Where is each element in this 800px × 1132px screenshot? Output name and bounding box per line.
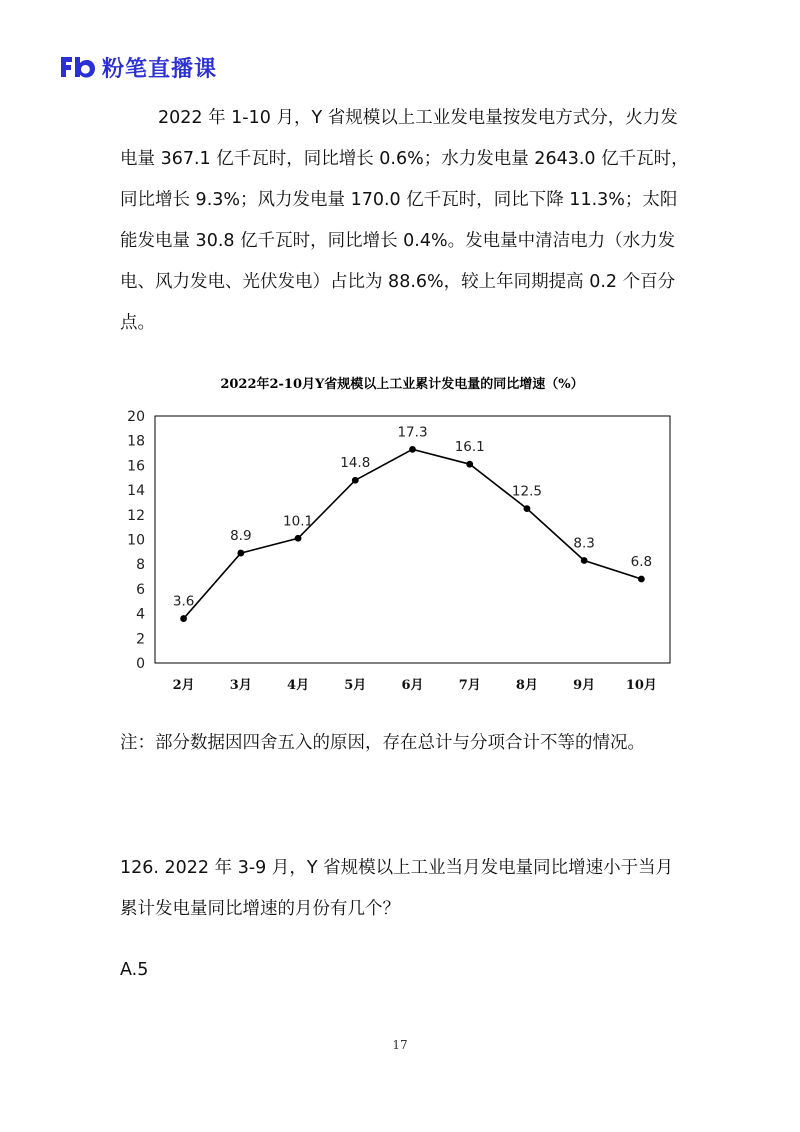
x-tick-label: 7月 (458, 678, 481, 693)
question-line: 累计发电量同比增速的月份有几个？ (120, 899, 400, 919)
y-tick-label: 0 (136, 656, 145, 672)
x-tick-label: 8月 (515, 678, 538, 693)
data-label: 17.3 (397, 424, 428, 441)
data-point (581, 557, 588, 564)
data-point (409, 446, 416, 453)
x-tick-label: 6月 (401, 678, 424, 693)
option-a[interactable]: A.5 (120, 960, 149, 980)
fb-logo-icon (58, 54, 96, 80)
x-tick-label: 2月 (172, 678, 195, 693)
x-tick-label: 5月 (344, 678, 367, 693)
brand-logo (58, 52, 217, 82)
data-point (180, 615, 187, 622)
intro-line: 2022 年 1-10 月，Y 省规模以上工业发电量按发电方式分，火力发 (158, 108, 678, 128)
x-tick-label: 10月 (625, 678, 657, 693)
data-label: 6.8 (630, 554, 653, 571)
data-point (466, 461, 473, 468)
question-line: 126. 2022 年 3-9 月，Y 省规模以上工业当月发电量同比增速小于当月 (120, 858, 674, 878)
page-number: 17 (392, 1038, 408, 1052)
x-tick-label: 9月 (573, 678, 596, 693)
brand-name: 粉笔直播课 (102, 56, 218, 82)
y-tick-label: 16 (127, 458, 145, 475)
x-tick-label: 4月 (287, 678, 310, 693)
intro-line: 电量 367.1 亿千瓦时，同比增长 0.6%；水力发电量 2643.0 亿千瓦时， (120, 149, 689, 169)
intro-line: 同比增长 9.3%；风力发电量 170.0 亿千瓦时，同比下降 11.3%；太阳 (120, 190, 678, 210)
intro-line: 电、风力发电、光伏发电）占比为 88.6%，较上年同期提高 0.2 个百分 (120, 272, 676, 292)
data-label: 12.5 (511, 483, 542, 500)
chart-title: 2022年2-10月Y省规模以上工业累计发电量的同比增速（%） (220, 377, 584, 392)
data-label: 10.1 (283, 513, 314, 530)
growth-chart (115, 368, 690, 698)
growth-chart-svg (115, 368, 690, 698)
intro-line: 点。 (120, 313, 155, 333)
data-label: 8.9 (230, 528, 252, 545)
y-tick-label: 2 (136, 631, 145, 648)
data-point (237, 550, 244, 557)
y-tick-label: 18 (127, 433, 145, 450)
data-point (295, 535, 302, 542)
footnote: 注：部分数据因四舍五入的原因，存在总计与分项合计不等的情况。 (120, 733, 645, 753)
data-point (638, 576, 645, 583)
y-tick-label: 6 (136, 581, 145, 598)
y-tick-label: 20 (127, 409, 145, 425)
data-label: 14.8 (340, 455, 371, 472)
data-point (352, 477, 359, 484)
x-tick-label: 3月 (229, 678, 252, 693)
data-label: 3.6 (172, 593, 195, 610)
intro-paragraph (120, 98, 700, 344)
y-tick-label: 14 (127, 483, 145, 500)
data-label: 8.3 (573, 535, 595, 552)
y-tick-label: 4 (136, 606, 145, 623)
y-tick-label: 12 (127, 507, 145, 524)
data-label: 16.1 (454, 439, 485, 456)
y-tick-label: 10 (127, 532, 145, 549)
question-126 (120, 848, 673, 930)
data-point (524, 505, 531, 512)
y-tick-label: 8 (136, 557, 145, 574)
series-line (184, 449, 642, 618)
intro-line: 能发电量 30.8 亿千瓦时，同比增长 0.4%。发电量中清洁电力（水力发 (120, 231, 676, 251)
